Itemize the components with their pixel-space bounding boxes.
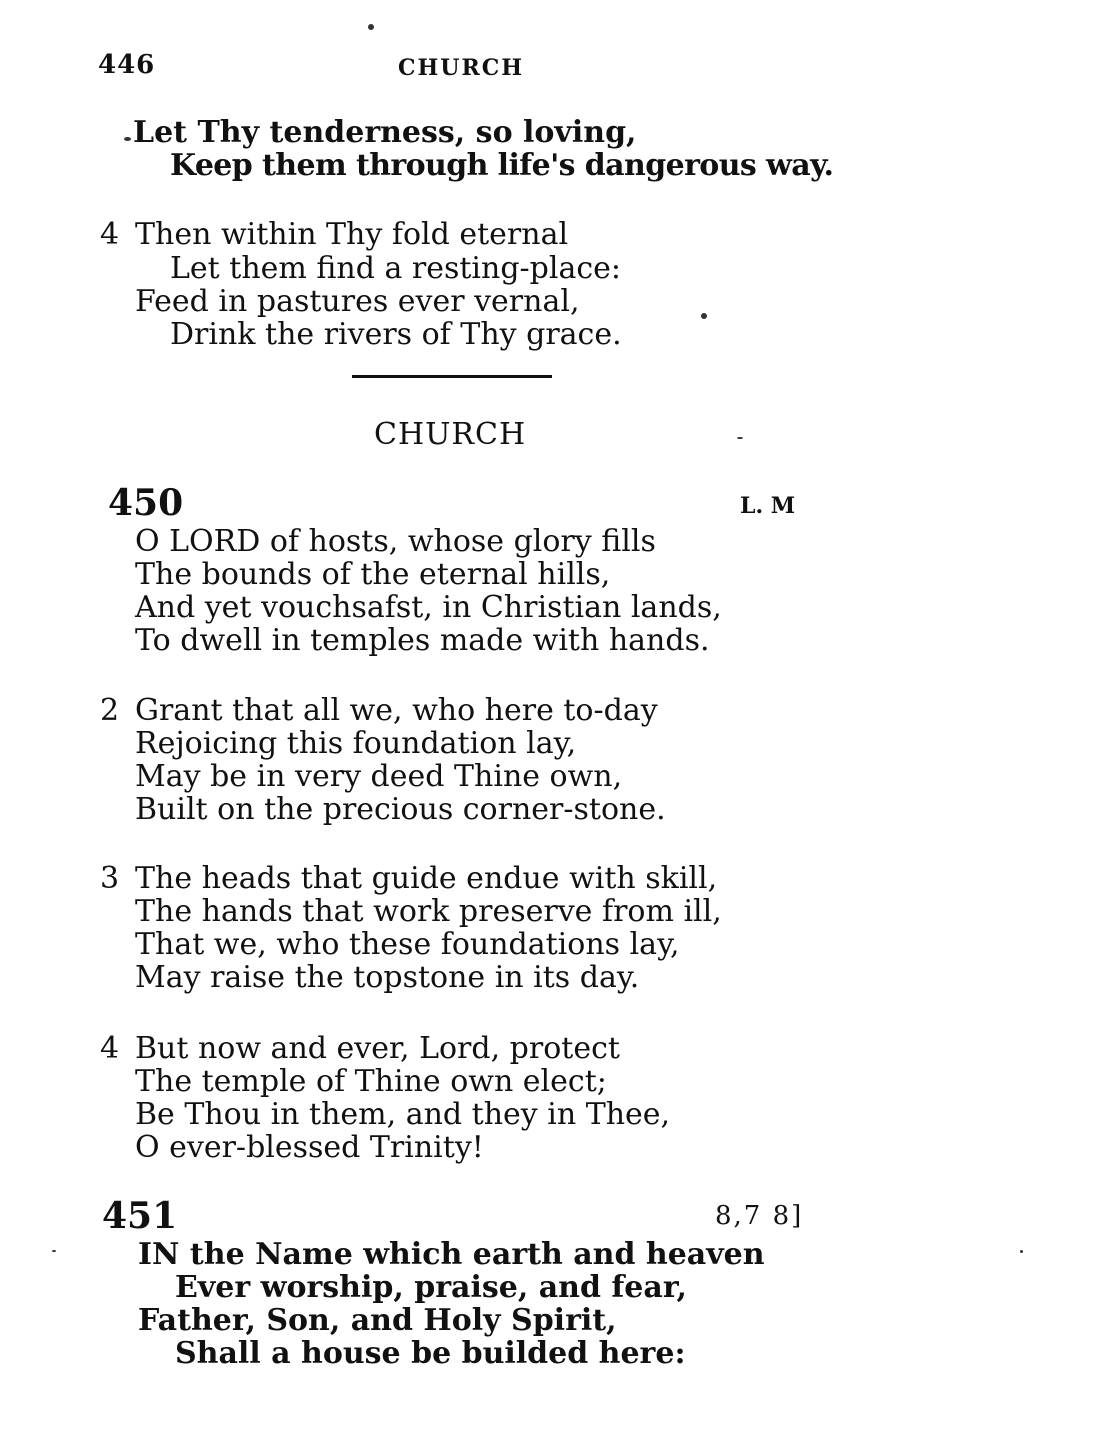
stanza-number: 3 (100, 861, 120, 896)
verse-line: Feed in pastures ever vernal, (135, 284, 580, 319)
verse-line: Shall a house be builded here: (175, 1336, 686, 1371)
verse-line: Grant that all we, who here to-day (135, 693, 658, 728)
verse-line: Then within Thy fold eternal (135, 217, 569, 252)
verse-line: The bounds of the eternal hills, (135, 557, 611, 592)
verse-line: Ever worship, praise, and fear, (175, 1270, 687, 1305)
verse-line: Let Thy tenderness, so loving, (133, 115, 637, 150)
verse-line: And yet vouchsafst, in Christian lands, (135, 590, 722, 625)
verse-line: O ever-blessed Trinity! (135, 1130, 484, 1165)
scan-speck (124, 137, 131, 141)
hymn-number: 450 (108, 482, 184, 524)
verse-line: Father, Son, and Holy Spirit, (138, 1303, 617, 1338)
scan-speck (1020, 1250, 1023, 1253)
verse-line: Drink the rivers of Thy grace. (170, 317, 622, 352)
stanza-number: 2 (100, 693, 120, 728)
hymn-number: 451 (102, 1195, 178, 1237)
verse-line: May raise the topstone in its day. (135, 960, 640, 995)
stanza-number: 4 (100, 1031, 120, 1066)
verse-line: The temple of Thine own elect; (135, 1064, 607, 1099)
scan-speck (737, 437, 743, 439)
verse-line: The heads that guide endue with skill, (135, 861, 718, 896)
verse-line: To dwell in temples made with hands. (135, 623, 710, 658)
verse-line: Keep them through life's dangerous way. (170, 148, 834, 183)
section-divider (352, 375, 552, 378)
scan-speck (52, 1250, 56, 1252)
verse-line: May be in very deed Thine own, (135, 759, 623, 794)
verse-line: That we, who these foundations lay, (135, 927, 680, 962)
section-title: CHURCH (374, 417, 527, 452)
verse-line: O LORD of hosts, whose glory fills (135, 524, 656, 559)
verse-line: Rejoicing this foundation lay, (135, 726, 577, 761)
verse-line: Let them find a resting-place: (170, 251, 622, 286)
verse-line: Built on the precious corner-stone. (135, 792, 666, 827)
scan-speck (368, 24, 374, 30)
scan-speck (701, 313, 707, 319)
verse-line: The hands that work preserve from ill, (135, 894, 722, 929)
running-head: CHURCH (398, 55, 525, 81)
hymn-meter: L. M (740, 493, 796, 519)
page-number: 446 (98, 50, 156, 80)
verse-line: Be Thou in them, and they in Thee, (135, 1097, 671, 1132)
verse-line: But now and ever, Lord, protect (135, 1031, 620, 1066)
hymn-meter: 8,7 8] (715, 1201, 804, 1231)
verse-line: IN the Name which earth and heaven (138, 1237, 765, 1272)
stanza-number: 4 (100, 217, 120, 252)
